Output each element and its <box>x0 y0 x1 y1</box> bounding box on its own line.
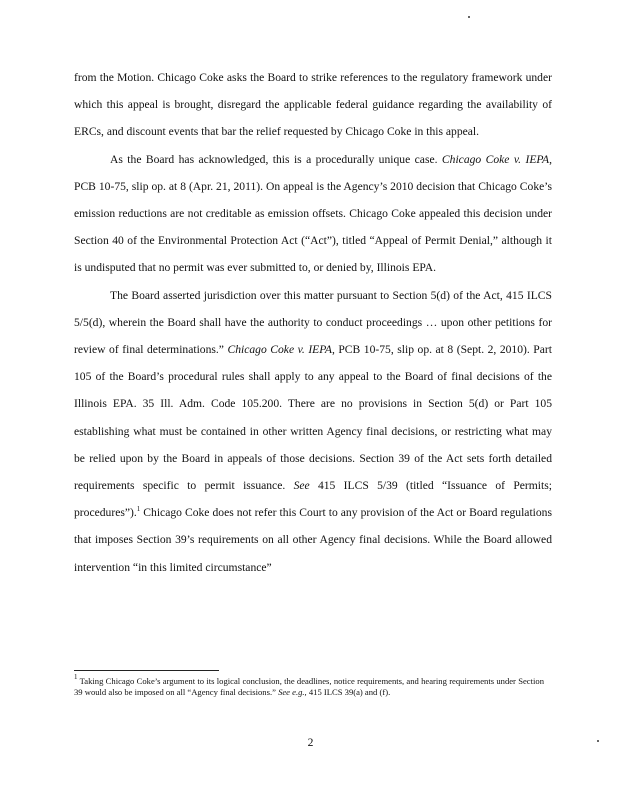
scan-speck <box>468 16 470 18</box>
footnote-marker: 1 <box>74 673 78 681</box>
text-segment: The Board asserted jurisdiction over this matter pursuant to Section 5(d) of the Act, 415 ILCS 5/5(d), wherein the Board shall have the authority to conduct proceedings … upon other petitions for review of final determinations.” <box>74 288 552 357</box>
footnote-text: , 415 ILCS 39(a) and (f). <box>304 686 391 697</box>
footnote <box>74 673 544 697</box>
scan-speck <box>597 740 599 742</box>
text-segment: from the Motion. Chicago Coke asks the Board to strike references to the regulatory framework under which this appeal is brought, disregard the applicable federal guidance regarding the availability of ERCs, and discount events that bar the relief requested by Chicago Coke in this appeal. <box>74 71 552 139</box>
text-segment: Chicago Coke does not refer this Court to any provision of the Act or Board regulations that imposes Section 39’s requirements on all other Agency final decisions. While the Board allowed intervention “in this limited circumstance” <box>74 506 552 574</box>
footnote-separator <box>74 670 219 671</box>
paragraph-2 <box>74 146 552 282</box>
paragraph-1 <box>74 64 552 146</box>
footnote-text: Taking Chicago Coke’s argument to its logical conclusion, the deadlines, notice requirements, and hearing requirements under Section 39 would also be imposed on all “Agency final decisions.” <box>74 676 544 697</box>
page-number: 2 <box>307 736 314 749</box>
text-segment: As the Board has acknowledged, this is a procedurally unique case. <box>110 152 442 166</box>
case-citation: Chicago Coke v. IEPA <box>227 343 332 357</box>
paragraph-3 <box>74 282 552 581</box>
case-citation: Chicago Coke v. IEPA <box>441 152 550 166</box>
text-segment: , PCB 10-75, slip op. at 8 (Sept. 2, 2010). Part 105 of the Board’s procedural rules shall apply to any appeal to the Board of final decisions of the Illinois EPA. 35 Ill. Adm. Code 105.200. There are no provisions in Section 5(d) or Part 105 establishing what must be contained in other written Agency final decisions, or restricting what may be relied upon by the Board in appeals of those decisions. Section 39 of the Act sets forth detailed requirements specific to permit issuance. <box>74 343 552 493</box>
signal-see: See <box>293 479 310 493</box>
text-segment: , PCB 10-75, slip op. at 8 (Apr. 21, 2011). On appeal is the Agency’s 2010 decision that Chicago Coke’s emission reductions are not creditable as emission offsets. Chicago Coke appealed this decision under Section 40 of the Environmental Protection Act (“Act”), titled “Appeal of Permit Denial,” although it is undisputed that no permit was ever submitted to, or denied by, Illinois EPA. <box>74 152 552 275</box>
text-segment: 415 ILCS 5/39 (titled “Issuance of Permits; procedures”). <box>74 479 552 520</box>
footnote-reference[interactable]: 1 <box>136 505 141 514</box>
signal-see-eg: See e.g. <box>278 686 305 697</box>
body-text <box>74 64 552 581</box>
